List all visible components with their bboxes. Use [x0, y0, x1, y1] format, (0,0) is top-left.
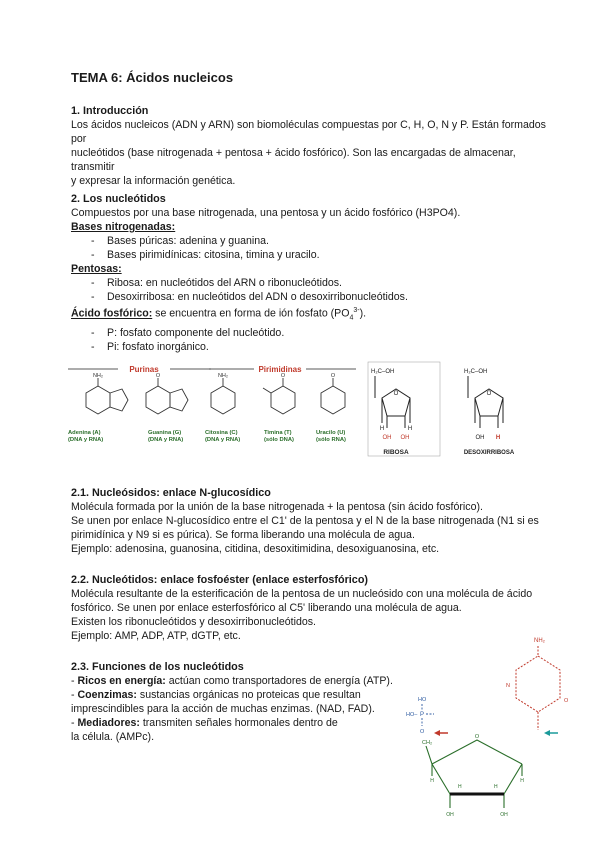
ribose-o: O: [393, 391, 399, 397]
deoxyribose-oh: OH: [475, 435, 485, 441]
ribose-h-left: H: [379, 426, 385, 432]
nucleotide-nh2: NH₂: [534, 638, 545, 644]
adenine-top: NH₂: [92, 373, 104, 379]
uracil-label: Uracilo (U): [316, 430, 346, 436]
function-item-mediators: - Mediadores: transmiten señales hormonales dentro de: [71, 717, 338, 729]
guanine-structure: [146, 378, 188, 414]
nucleotide-sugar-o: O: [474, 734, 480, 740]
function-coenzymes-label: Coenzimas:: [77, 689, 137, 701]
ribose-label: RIBOSA: [383, 449, 409, 456]
acido-sup: 3-: [353, 307, 360, 314]
adenine-label: Adenina (A): [68, 430, 101, 436]
ribose-structure: [375, 376, 410, 428]
function-energy-label: Ricos en energía:: [77, 675, 166, 687]
thymine-note: (sólo DNA): [264, 437, 294, 443]
section-2-3: [71, 660, 401, 744]
deoxyribose-label: DESOXIRRIBOSA: [463, 450, 515, 456]
deoxyribose-structure: [468, 376, 503, 428]
list-item: - Desoxirribosa: en nucleótidos del ADN o desoxirribonucleótidos.: [71, 290, 561, 304]
bases-label: Bases nitrogenadas:: [71, 221, 176, 233]
thymine-top: O: [280, 373, 286, 379]
deoxyribose-ch2oh: H₂C–OH: [464, 369, 488, 375]
guanine-note: (DNA y RNA): [148, 437, 184, 443]
pirimidinas-label: Pirimidinas: [258, 365, 302, 374]
section-2-2-line: Ejemplo: AMP, ADP, ATP, dGTP, etc.: [71, 630, 241, 642]
section-2-1-line: Molécula formada por la unión de la base nitrogenada + la pentosa (sin ácido fosfórico).: [71, 501, 483, 513]
section-2-2-line: fosfórico. Se unen por enlace esterfosfórico al C5' liberando una molécula de agua.: [71, 602, 462, 614]
ribose-frame: [368, 362, 440, 456]
uracil-note: (sólo RNA): [316, 437, 346, 443]
nucleotide-sugar-h4: H: [494, 784, 498, 790]
nucleotide-sugar-oh2: OH: [500, 812, 508, 818]
deoxyribose-o: O: [486, 391, 492, 397]
acido-list: [71, 326, 561, 354]
nucleotide-phosphate-hoo: HO–: [406, 712, 418, 718]
acido-end: ).: [359, 307, 367, 320]
section-1-line: y expresar la información genética.: [71, 175, 236, 187]
guanine-label: Guanina (G): [148, 430, 182, 436]
acido-sub: 4: [349, 314, 354, 322]
section-2-heading: 2. Los nucleótidos: [71, 193, 166, 205]
list-item: - Bases púricas: adenina y guanina.: [71, 234, 561, 248]
function-coenzymes-text: sustancias orgánicas no proteicas que resultan: [136, 689, 361, 701]
ribose-ch2oh: H₂C–OH: [371, 369, 395, 375]
purinas-label: Purinas: [129, 365, 159, 374]
pentosas-list: [71, 276, 561, 304]
red-arrow-icon: [434, 730, 448, 736]
pentosas-label: Pentosas:: [71, 263, 122, 275]
nucleotide-sugar-h2: H: [520, 778, 524, 784]
list-item: - Pi: fosfato inorgánico.: [71, 340, 561, 354]
section-1-line: nucleótidos (base nitrogenada + pentosa + ácido fosfórico). Son las encargadas de almacenar, transmitir: [71, 147, 516, 173]
thymine-structure: [263, 378, 295, 414]
bases-pentoses-figure: [66, 358, 536, 462]
adenine-structure: [86, 378, 128, 414]
ribose-oh-3: OH: [400, 435, 410, 441]
section-2-intro: Compuestos por una base nitrogenada, una pentosa y un ácido fosfórico (H3PO4).: [71, 207, 461, 219]
section-2-1-line: Se unen por enlace N-glucosídico entre el C1' de la pentosa y el N de la base nitrogenada (N1 si es: [71, 515, 539, 527]
nucleotide-sugar-ring: [426, 740, 522, 808]
section-2-1-line: pirimidínica y N9 si es púrica). Se forma liberando una molécula de agua.: [71, 529, 415, 541]
cytosine-structure: [211, 378, 235, 414]
function-mediators-text: transmiten señales hormonales dentro de: [139, 717, 338, 729]
list-item: - Ribosa: en nucleótidos del ARN o ribonucleótidos.: [71, 276, 561, 290]
function-mediators-line2: la célula. (AMPc).: [71, 731, 155, 743]
section-1-line: Los ácidos nucleicos (ADN y ARN) son biomoléculas compuestas por C, H, O, N y P. Están formados por: [71, 119, 546, 145]
acido-label: Ácido fosfórico:: [71, 307, 153, 320]
nucleotide-sugar-oh1: OH: [446, 812, 454, 818]
section-2-1-line: Ejemplo: adenosina, guanosina, citidina, desoxitimidina, desoxiguanosina, etc.: [71, 543, 440, 555]
section-2-2-line: Molécula resultante de la esterificación de la pentosa de un nucleósido con una molécula de ácido: [71, 588, 533, 600]
deoxyribose-h: H: [495, 435, 501, 441]
ribose-oh-2: OH: [382, 435, 392, 441]
nucleotide-ch2: CH₂: [422, 740, 433, 746]
function-mediators-label: Mediadores:: [77, 717, 140, 729]
section-2-1-heading: 2.1. Nucleósidos: enlace N-glucosídico: [71, 487, 271, 499]
function-item-energy: - Ricos en energía: actúan como transportadores de energía (ATP).: [71, 675, 393, 687]
ribose-h-right: H: [407, 426, 413, 432]
uracil-structure: [321, 378, 345, 414]
nucleotide-figure: [402, 630, 582, 840]
adenine-note: (DNA y RNA): [68, 437, 104, 443]
cytosine-top: NH₂: [217, 373, 229, 379]
nucleotide-base-ring: [516, 646, 560, 730]
list-item: - P: fosfato componente del nucleótido.: [71, 326, 561, 340]
section-2-2-heading: 2.2. Nucleótidos: enlace fosfoéster (enlace esterfosfórico): [71, 574, 369, 586]
cytosine-label: Citosina (C): [205, 430, 238, 436]
section-2: [71, 192, 561, 354]
section-2-3-heading: 2.3. Funciones de los nucleótidos: [71, 661, 244, 673]
nucleotide-sugar-h1: H: [430, 778, 434, 784]
uracil-top: O: [330, 373, 336, 379]
nucleotide-phosphate-o: O: [420, 729, 425, 735]
bases-list: [71, 234, 561, 262]
section-2-1: [71, 486, 561, 556]
nucleotide-base-o: O: [564, 698, 569, 704]
function-item-coenzymes: - Coenzimas: sustancias orgánicas no proteicas que resultan: [71, 689, 361, 701]
function-coenzymes-line2: imprescindibles para la acción de muchas enzimas. (NAD, FAD).: [71, 703, 375, 715]
nucleotide-phosphate-ho: HO: [418, 697, 427, 703]
acido-text: se encuentra en forma de ión fosfato (PO: [152, 307, 350, 320]
nucleotide-phosphate-p: P: [420, 712, 425, 718]
section-1: [71, 104, 561, 188]
cytosine-note: (DNA y RNA): [205, 437, 241, 443]
function-energy-text: actúan como transportadores de energía (ATP).: [165, 675, 393, 687]
section-2-2-line: Existen los ribonucleótidos y desoxirribonucleótidos.: [71, 616, 316, 628]
teal-arrow-icon: [544, 730, 558, 736]
nucleotide-sugar-h3: H: [458, 784, 462, 790]
thymine-label: Timina (T): [264, 430, 292, 436]
guanine-top: O: [155, 373, 161, 379]
nucleotide-base-n: N: [506, 683, 510, 689]
acido-line: [71, 304, 561, 326]
section-1-heading: 1. Introducción: [71, 105, 149, 117]
page-title: TEMA 6: Ácidos nucleicos: [71, 70, 234, 85]
list-item: - Bases pirimidínicas: citosina, timina y uracilo.: [71, 248, 561, 262]
